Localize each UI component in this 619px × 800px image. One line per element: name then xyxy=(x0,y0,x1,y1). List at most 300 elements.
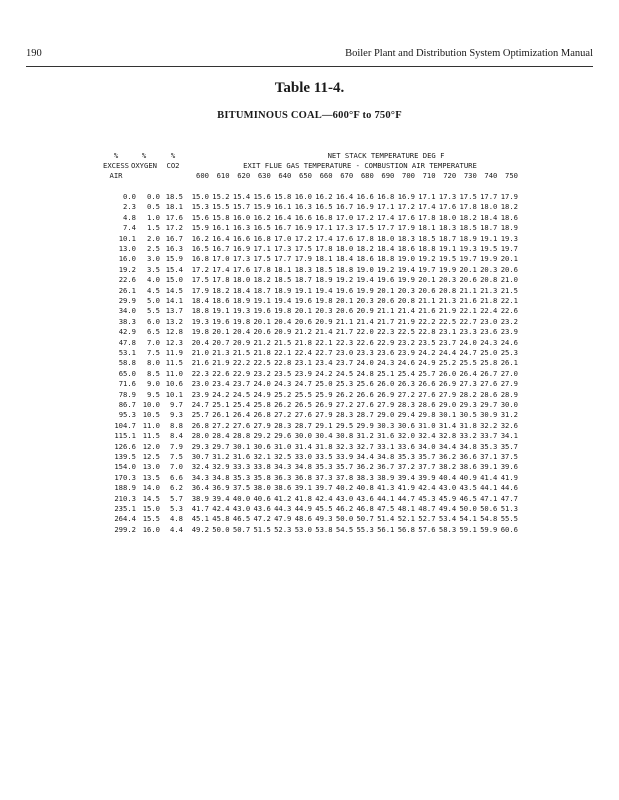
oxygen-cell: 2.0 xyxy=(147,233,160,243)
loss-value-cell: 19.6 xyxy=(294,296,312,305)
loss-value-cell: 32.7 xyxy=(356,441,374,451)
excess-air-cell: 34.0 xyxy=(118,306,136,316)
header-net-stack-temp: NET STACK TEMPERATURE DEG F xyxy=(327,151,445,160)
loss-value-cell: 47.2 xyxy=(253,514,271,524)
loss-value-cell: 31.8 xyxy=(315,441,333,451)
loss-value-cell: 15.9 xyxy=(253,202,271,212)
co2-cell: 15.0 xyxy=(165,275,183,285)
loss-value-cell: 27.6 xyxy=(418,389,436,399)
loss-value-cell: 16.2 xyxy=(315,192,333,201)
loss-value-cell: 17.3 xyxy=(335,223,354,233)
loss-value-cell: 26.5 xyxy=(294,400,312,409)
loss-value-cell: 32.4 xyxy=(418,431,436,441)
loss-value-cell: 48.6 xyxy=(294,514,312,524)
loss-value-cell: 20.3 xyxy=(356,296,374,305)
co2-cell: 12.8 xyxy=(165,327,183,337)
loss-value-cell: 17.5 xyxy=(459,192,477,201)
loss-value-cell: 49.3 xyxy=(315,514,333,524)
loss-value-cell: 23.3 xyxy=(356,348,374,357)
loss-value-cell: 20.3 xyxy=(480,264,498,274)
co2-cell: 14.1 xyxy=(165,296,183,305)
loss-value-cell: 35.7 xyxy=(500,441,518,451)
header-rule xyxy=(26,66,593,67)
loss-value-cell: 16.7 xyxy=(212,244,230,253)
loss-value-cell: 40.9 xyxy=(459,472,477,482)
loss-value-cell: 23.7 xyxy=(335,358,354,368)
loss-value-cell: 16.6 xyxy=(294,212,312,222)
loss-value-cell: 35.7 xyxy=(335,462,354,472)
temperature-header: 680 xyxy=(360,171,374,180)
co2-cell: 5.3 xyxy=(170,504,183,513)
loss-value-cell: 23.2 xyxy=(500,316,518,326)
temperature-header: 720 xyxy=(443,171,457,180)
loss-value-cell: 16.9 xyxy=(294,223,312,233)
loss-value-cell: 29.1 xyxy=(315,420,333,430)
loss-value-cell: 33.2 xyxy=(459,431,477,441)
temperature-header: 650 xyxy=(299,171,312,180)
loss-value-cell: 39.6 xyxy=(500,462,518,472)
co2-cell: 8.8 xyxy=(170,420,183,430)
co2-cell: 17.6 xyxy=(165,212,183,222)
loss-value-cell: 17.3 xyxy=(274,244,292,253)
excess-air-cell: 58.8 xyxy=(118,358,136,368)
header-co2-pct: % xyxy=(170,151,176,160)
loss-value-cell: 16.9 xyxy=(397,192,415,201)
loss-value-cell: 28.9 xyxy=(500,389,518,399)
loss-value-cell: 32.3 xyxy=(335,441,354,451)
loss-value-cell: 33.5 xyxy=(315,452,333,461)
loss-value-cell: 43.0 xyxy=(232,504,251,513)
excess-air-cell: 42.9 xyxy=(118,327,136,337)
loss-value-cell: 17.5 xyxy=(356,223,374,233)
header-excess-pct: % xyxy=(113,151,119,160)
loss-value-cell: 30.6 xyxy=(397,420,415,430)
loss-value-cell: 28.2 xyxy=(459,389,477,399)
loss-value-cell: 22.2 xyxy=(232,358,251,368)
loss-value-cell: 15.8 xyxy=(274,192,292,201)
loss-value-cell: 22.5 xyxy=(397,327,415,337)
loss-value-cell: 30.8 xyxy=(335,431,354,441)
loss-value-cell: 20.8 xyxy=(480,275,498,285)
loss-value-cell: 19.8 xyxy=(315,296,333,305)
running-title: Boiler Plant and Distribution System Optimization Manual xyxy=(345,48,593,59)
loss-value-cell: 25.1 xyxy=(212,400,230,409)
loss-value-cell: 28.3 xyxy=(335,410,354,420)
loss-value-cell: 19.8 xyxy=(232,316,251,326)
loss-value-cell: 17.0 xyxy=(335,212,354,222)
co2-cell: 4.4 xyxy=(170,524,183,534)
loss-value-cell: 23.2 xyxy=(397,337,415,347)
loss-value-cell: 16.5 xyxy=(253,223,271,233)
loss-value-cell: 38.3 xyxy=(356,472,374,482)
loss-value-cell: 17.8 xyxy=(253,264,271,274)
loss-value-cell: 21.7 xyxy=(377,316,395,326)
loss-value-cell: 27.3 xyxy=(459,379,477,389)
co2-cell: 18.1 xyxy=(165,202,183,212)
loss-value-cell: 31.4 xyxy=(294,441,312,451)
loss-value-cell: 44.3 xyxy=(274,504,292,513)
loss-value-cell: 16.3 xyxy=(294,202,312,212)
loss-value-cell: 18.0 xyxy=(232,275,251,285)
loss-value-cell: 22.8 xyxy=(418,327,436,337)
loss-value-cell: 50.0 xyxy=(459,504,477,513)
loss-value-cell: 20.4 xyxy=(232,327,251,337)
loss-value-cell: 54.1 xyxy=(459,514,477,524)
loss-value-cell: 23.6 xyxy=(480,327,498,337)
loss-value-cell: 52.1 xyxy=(397,514,415,524)
loss-value-cell: 25.7 xyxy=(191,410,209,420)
loss-value-cell: 32.5 xyxy=(274,452,292,461)
loss-value-cell: 18.9 xyxy=(315,275,333,285)
loss-value-cell: 24.3 xyxy=(377,358,395,368)
loss-value-cell: 38.0 xyxy=(253,483,271,493)
loss-value-cell: 34.8 xyxy=(459,441,477,451)
loss-value-cell: 18.6 xyxy=(500,212,518,222)
loss-value-cell: 17.8 xyxy=(418,212,436,222)
co2-cell: 11.9 xyxy=(165,348,183,357)
loss-value-cell: 17.8 xyxy=(315,244,333,253)
oxygen-cell: 5.0 xyxy=(147,296,160,305)
loss-value-cell: 16.4 xyxy=(212,233,230,243)
co2-cell: 10.6 xyxy=(165,379,183,389)
loss-value-cell: 19.7 xyxy=(418,264,436,274)
loss-value-cell: 22.1 xyxy=(459,306,477,316)
co2-cell: 13.7 xyxy=(165,306,183,316)
loss-value-cell: 18.5 xyxy=(459,223,477,233)
loss-value-cell: 19.1 xyxy=(294,285,312,295)
loss-value-cell: 28.4 xyxy=(212,431,230,441)
temperature-header: 660 xyxy=(319,171,333,180)
loss-value-cell: 37.5 xyxy=(232,483,251,493)
oxygen-cell: 9.5 xyxy=(147,389,160,399)
loss-value-cell: 23.7 xyxy=(438,337,457,347)
loss-value-cell: 26.1 xyxy=(500,358,518,368)
loss-value-cell: 26.9 xyxy=(438,379,457,389)
loss-value-cell: 32.6 xyxy=(500,420,518,430)
loss-value-cell: 44.9 xyxy=(294,504,312,513)
loss-value-cell: 19.7 xyxy=(500,244,518,253)
loss-value-cell: 20.1 xyxy=(377,285,395,295)
loss-value-cell: 49.2 xyxy=(191,524,209,534)
loss-value-cell: 23.7 xyxy=(232,379,251,389)
loss-value-cell: 18.8 xyxy=(191,306,209,316)
excess-air-cell: 115.1 xyxy=(114,431,136,441)
loss-value-cell: 20.1 xyxy=(418,275,436,285)
loss-value-cell: 22.3 xyxy=(377,327,395,337)
co2-cell: 7.5 xyxy=(170,452,183,461)
loss-value-cell: 21.9 xyxy=(397,316,415,326)
loss-value-cell: 23.2 xyxy=(253,368,271,378)
loss-value-cell: 20.6 xyxy=(418,285,436,295)
loss-value-cell: 55.5 xyxy=(500,514,518,524)
loss-value-cell: 31.6 xyxy=(232,452,251,461)
loss-value-cell: 18.5 xyxy=(315,264,333,274)
loss-value-cell: 19.6 xyxy=(212,316,230,326)
loss-value-cell: 21.3 xyxy=(212,348,230,357)
excess-air-cell: 264.4 xyxy=(114,514,136,524)
oxygen-cell: 8.0 xyxy=(147,358,160,368)
loss-value-cell: 19.7 xyxy=(459,254,477,264)
oxygen-cell: 5.5 xyxy=(147,306,160,316)
header-oxygen-pct: % xyxy=(141,151,147,160)
loss-value-cell: 20.9 xyxy=(274,327,292,337)
loss-value-cell: 18.8 xyxy=(377,254,395,264)
loss-value-cell: 45.8 xyxy=(212,514,230,524)
loss-value-cell: 47.9 xyxy=(274,514,292,524)
loss-value-cell: 37.2 xyxy=(397,462,415,472)
loss-value-cell: 18.6 xyxy=(212,296,230,305)
loss-value-cell: 19.5 xyxy=(480,244,498,253)
loss-value-cell: 20.6 xyxy=(459,275,477,285)
loss-value-cell: 20.6 xyxy=(253,327,271,337)
table-title: Table 11-4. xyxy=(274,80,345,96)
loss-value-cell: 25.7 xyxy=(418,368,436,378)
excess-air-cell: 71.6 xyxy=(118,379,136,389)
loss-value-cell: 30.6 xyxy=(253,441,271,451)
co2-cell: 5.7 xyxy=(170,493,183,503)
loss-value-cell: 20.6 xyxy=(500,264,518,274)
co2-cell: 16.7 xyxy=(165,233,183,243)
loss-value-cell: 20.3 xyxy=(315,306,333,316)
loss-value-cell: 25.3 xyxy=(500,348,518,357)
loss-value-cell: 19.4 xyxy=(315,285,333,295)
loss-value-cell: 21.9 xyxy=(212,358,230,368)
loss-value-cell: 27.9 xyxy=(315,410,333,420)
loss-value-cell: 18.9 xyxy=(274,285,292,295)
loss-value-cell: 32.2 xyxy=(480,420,498,430)
loss-value-cell: 17.2 xyxy=(294,233,312,243)
loss-value-cell: 54.5 xyxy=(335,524,354,534)
loss-value-cell: 40.6 xyxy=(253,493,271,503)
loss-value-cell: 53.0 xyxy=(294,524,312,534)
loss-value-cell: 46.5 xyxy=(459,493,477,503)
loss-value-cell: 22.7 xyxy=(459,316,477,326)
loss-value-cell: 43.6 xyxy=(253,504,271,513)
loss-value-cell: 26.1 xyxy=(212,410,230,420)
loss-value-cell: 21.9 xyxy=(438,306,457,316)
oxygen-cell: 0.0 xyxy=(147,192,160,201)
loss-value-cell: 23.5 xyxy=(418,337,436,347)
loss-value-cell: 24.7 xyxy=(191,400,209,409)
temperature-header: 620 xyxy=(237,171,251,180)
oxygen-cell: 6.0 xyxy=(147,316,160,326)
loss-value-cell: 33.7 xyxy=(480,431,498,441)
loss-value-cell: 26.0 xyxy=(438,368,457,378)
loss-value-cell: 30.1 xyxy=(232,441,251,451)
loss-value-cell: 24.2 xyxy=(212,389,230,399)
loss-value-cell: 17.9 xyxy=(191,285,209,295)
loss-value-cell: 29.0 xyxy=(438,400,457,409)
loss-value-cell: 15.0 xyxy=(191,192,209,201)
excess-air-cell: 13.0 xyxy=(118,244,136,253)
loss-value-cell: 25.5 xyxy=(459,358,477,368)
temperature-header: 690 xyxy=(381,171,395,180)
oxygen-cell: 13.0 xyxy=(142,462,160,472)
loss-value-cell: 19.1 xyxy=(438,244,457,253)
co2-cell: 6.2 xyxy=(170,483,183,493)
loss-value-cell: 15.6 xyxy=(253,192,271,201)
loss-value-cell: 17.6 xyxy=(232,264,251,274)
co2-cell: 13.2 xyxy=(165,316,183,326)
loss-value-cell: 23.9 xyxy=(191,389,209,399)
loss-value-cell: 25.1 xyxy=(377,368,395,378)
loss-value-cell: 35.3 xyxy=(480,441,498,451)
loss-value-cell: 19.9 xyxy=(480,254,498,264)
temperature-header: 670 xyxy=(340,171,354,180)
oxygen-cell: 11.5 xyxy=(142,431,160,441)
loss-value-cell: 43.0 xyxy=(438,483,457,493)
loss-value-cell: 50.0 xyxy=(212,524,230,534)
loss-value-cell: 20.9 xyxy=(315,316,333,326)
loss-value-cell: 41.7 xyxy=(191,504,209,513)
loss-value-cell: 17.7 xyxy=(480,192,498,201)
loss-value-cell: 21.5 xyxy=(232,348,251,357)
loss-value-cell: 52.3 xyxy=(274,524,292,534)
loss-value-cell: 17.0 xyxy=(274,233,292,243)
header-exit-flue-gas: EXIT FLUE GAS TEMPERATURE - COMBUSTION AIR TEMPERATURE xyxy=(243,161,477,170)
loss-value-cell: 23.6 xyxy=(377,348,395,357)
loss-value-cell: 31.4 xyxy=(438,420,457,430)
loss-value-cell: 25.0 xyxy=(315,379,333,389)
loss-value-cell: 18.8 xyxy=(335,264,354,274)
loss-value-cell: 39.9 xyxy=(418,472,436,482)
loss-value-cell: 22.2 xyxy=(418,316,436,326)
loss-value-cell: 50.7 xyxy=(232,524,251,534)
temperature-header: 750 xyxy=(505,171,518,180)
loss-value-cell: 39.7 xyxy=(315,483,333,493)
loss-value-cell: 19.9 xyxy=(438,264,457,274)
loss-value-cell: 33.6 xyxy=(397,441,415,451)
loss-value-cell: 19.0 xyxy=(356,264,374,274)
loss-value-cell: 20.4 xyxy=(191,337,209,347)
loss-value-cell: 23.1 xyxy=(294,358,312,368)
loss-value-cell: 18.4 xyxy=(335,254,354,264)
loss-value-cell: 22.6 xyxy=(500,306,518,316)
loss-value-cell: 19.6 xyxy=(335,285,354,295)
loss-value-cell: 15.3 xyxy=(191,202,209,212)
loss-value-cell: 18.3 xyxy=(294,264,312,274)
loss-value-cell: 16.4 xyxy=(335,192,354,201)
loss-value-cell: 17.5 xyxy=(191,275,209,285)
loss-value-cell: 21.5 xyxy=(274,337,292,347)
loss-value-cell: 23.9 xyxy=(397,348,415,357)
loss-value-cell: 29.5 xyxy=(335,420,354,430)
loss-value-cell: 24.2 xyxy=(315,368,333,378)
loss-value-cell: 22.6 xyxy=(356,337,374,347)
loss-value-cell: 29.0 xyxy=(377,410,395,420)
loss-value-cell: 17.8 xyxy=(212,275,230,285)
loss-value-cell: 15.4 xyxy=(232,192,251,201)
loss-value-cell: 20.1 xyxy=(294,306,312,316)
loss-value-cell: 19.3 xyxy=(459,244,477,253)
loss-value-cell: 17.0 xyxy=(212,254,230,264)
oxygen-cell: 15.5 xyxy=(142,514,160,524)
loss-value-cell: 47.7 xyxy=(500,493,518,503)
loss-value-cell: 19.9 xyxy=(397,275,415,285)
loss-value-cell: 20.4 xyxy=(274,316,292,326)
loss-value-cell: 19.4 xyxy=(397,264,415,274)
loss-value-cell: 26.2 xyxy=(335,389,354,399)
loss-value-cell: 41.9 xyxy=(500,472,518,482)
loss-value-cell: 45.1 xyxy=(191,514,209,524)
loss-value-cell: 44.6 xyxy=(500,483,518,493)
loss-value-cell: 20.1 xyxy=(212,327,230,337)
loss-value-cell: 38.6 xyxy=(274,483,292,493)
loss-value-cell: 20.3 xyxy=(397,285,415,295)
loss-value-cell: 35.3 xyxy=(315,462,333,472)
loss-value-cell: 25.2 xyxy=(438,358,457,368)
loss-value-cell: 42.4 xyxy=(315,493,333,503)
excess-air-cell: 170.3 xyxy=(114,472,136,482)
excess-air-cell: 78.9 xyxy=(118,389,136,399)
loss-value-cell: 30.0 xyxy=(294,431,312,441)
loss-value-cell: 15.7 xyxy=(232,202,251,212)
loss-value-cell: 45.9 xyxy=(438,493,457,503)
loss-value-cell: 38.9 xyxy=(377,472,395,482)
oxygen-cell: 10.5 xyxy=(142,410,160,420)
loss-value-cell: 17.7 xyxy=(274,254,292,264)
loss-value-cell: 25.4 xyxy=(397,368,415,378)
oxygen-cell: 0.5 xyxy=(147,202,160,212)
loss-value-cell: 21.2 xyxy=(253,337,271,347)
loss-value-cell: 19.1 xyxy=(480,233,498,243)
loss-value-cell: 17.2 xyxy=(191,264,209,274)
oxygen-cell: 3.5 xyxy=(147,264,160,274)
loss-value-cell: 23.9 xyxy=(500,327,518,337)
loss-value-cell: 31.2 xyxy=(500,410,518,420)
loss-value-cell: 16.9 xyxy=(232,244,251,253)
loss-value-cell: 18.5 xyxy=(274,275,292,285)
loss-value-cell: 17.9 xyxy=(294,254,312,264)
loss-value-cell: 24.3 xyxy=(480,337,498,347)
loss-value-cell: 19.6 xyxy=(253,306,271,316)
loss-value-cell: 19.1 xyxy=(253,296,271,305)
loss-value-cell: 50.6 xyxy=(480,504,498,513)
loss-value-cell: 53.4 xyxy=(438,514,457,524)
loss-value-cell: 19.3 xyxy=(232,306,251,316)
loss-value-cell: 26.2 xyxy=(274,400,292,409)
loss-value-cell: 36.9 xyxy=(212,483,230,493)
loss-value-cell: 18.4 xyxy=(191,296,209,305)
loss-value-cell: 20.3 xyxy=(438,275,457,285)
loss-value-cell: 22.3 xyxy=(191,368,209,378)
loss-value-cell: 31.2 xyxy=(212,452,230,461)
loss-value-cell: 36.4 xyxy=(191,483,209,493)
loss-value-cell: 20.6 xyxy=(377,296,395,305)
loss-value-cell: 29.2 xyxy=(253,431,271,441)
loss-value-cell: 23.3 xyxy=(459,327,477,337)
loss-value-cell: 27.9 xyxy=(377,400,395,409)
loss-value-cell: 26.8 xyxy=(253,410,271,420)
loss-value-cell: 17.1 xyxy=(315,223,333,233)
loss-value-cell: 19.3 xyxy=(191,316,209,326)
loss-value-cell: 23.0 xyxy=(480,316,498,326)
loss-value-cell: 17.4 xyxy=(212,264,230,274)
loss-value-cell: 21.8 xyxy=(253,348,271,357)
loss-value-cell: 18.1 xyxy=(274,264,292,274)
loss-value-cell: 40.8 xyxy=(356,483,374,493)
loss-value-cell: 41.9 xyxy=(397,483,415,493)
temperature-header: 610 xyxy=(216,171,230,180)
loss-value-cell: 21.4 xyxy=(397,306,415,316)
loss-value-cell: 18.2 xyxy=(253,275,271,285)
loss-value-cell: 17.2 xyxy=(356,212,374,222)
loss-value-cell: 27.9 xyxy=(500,379,518,389)
loss-value-cell: 19.8 xyxy=(191,327,209,337)
excess-air-cell: 154.0 xyxy=(114,462,136,472)
loss-value-cell: 37.5 xyxy=(500,452,518,461)
loss-value-cell: 38.6 xyxy=(459,462,477,472)
